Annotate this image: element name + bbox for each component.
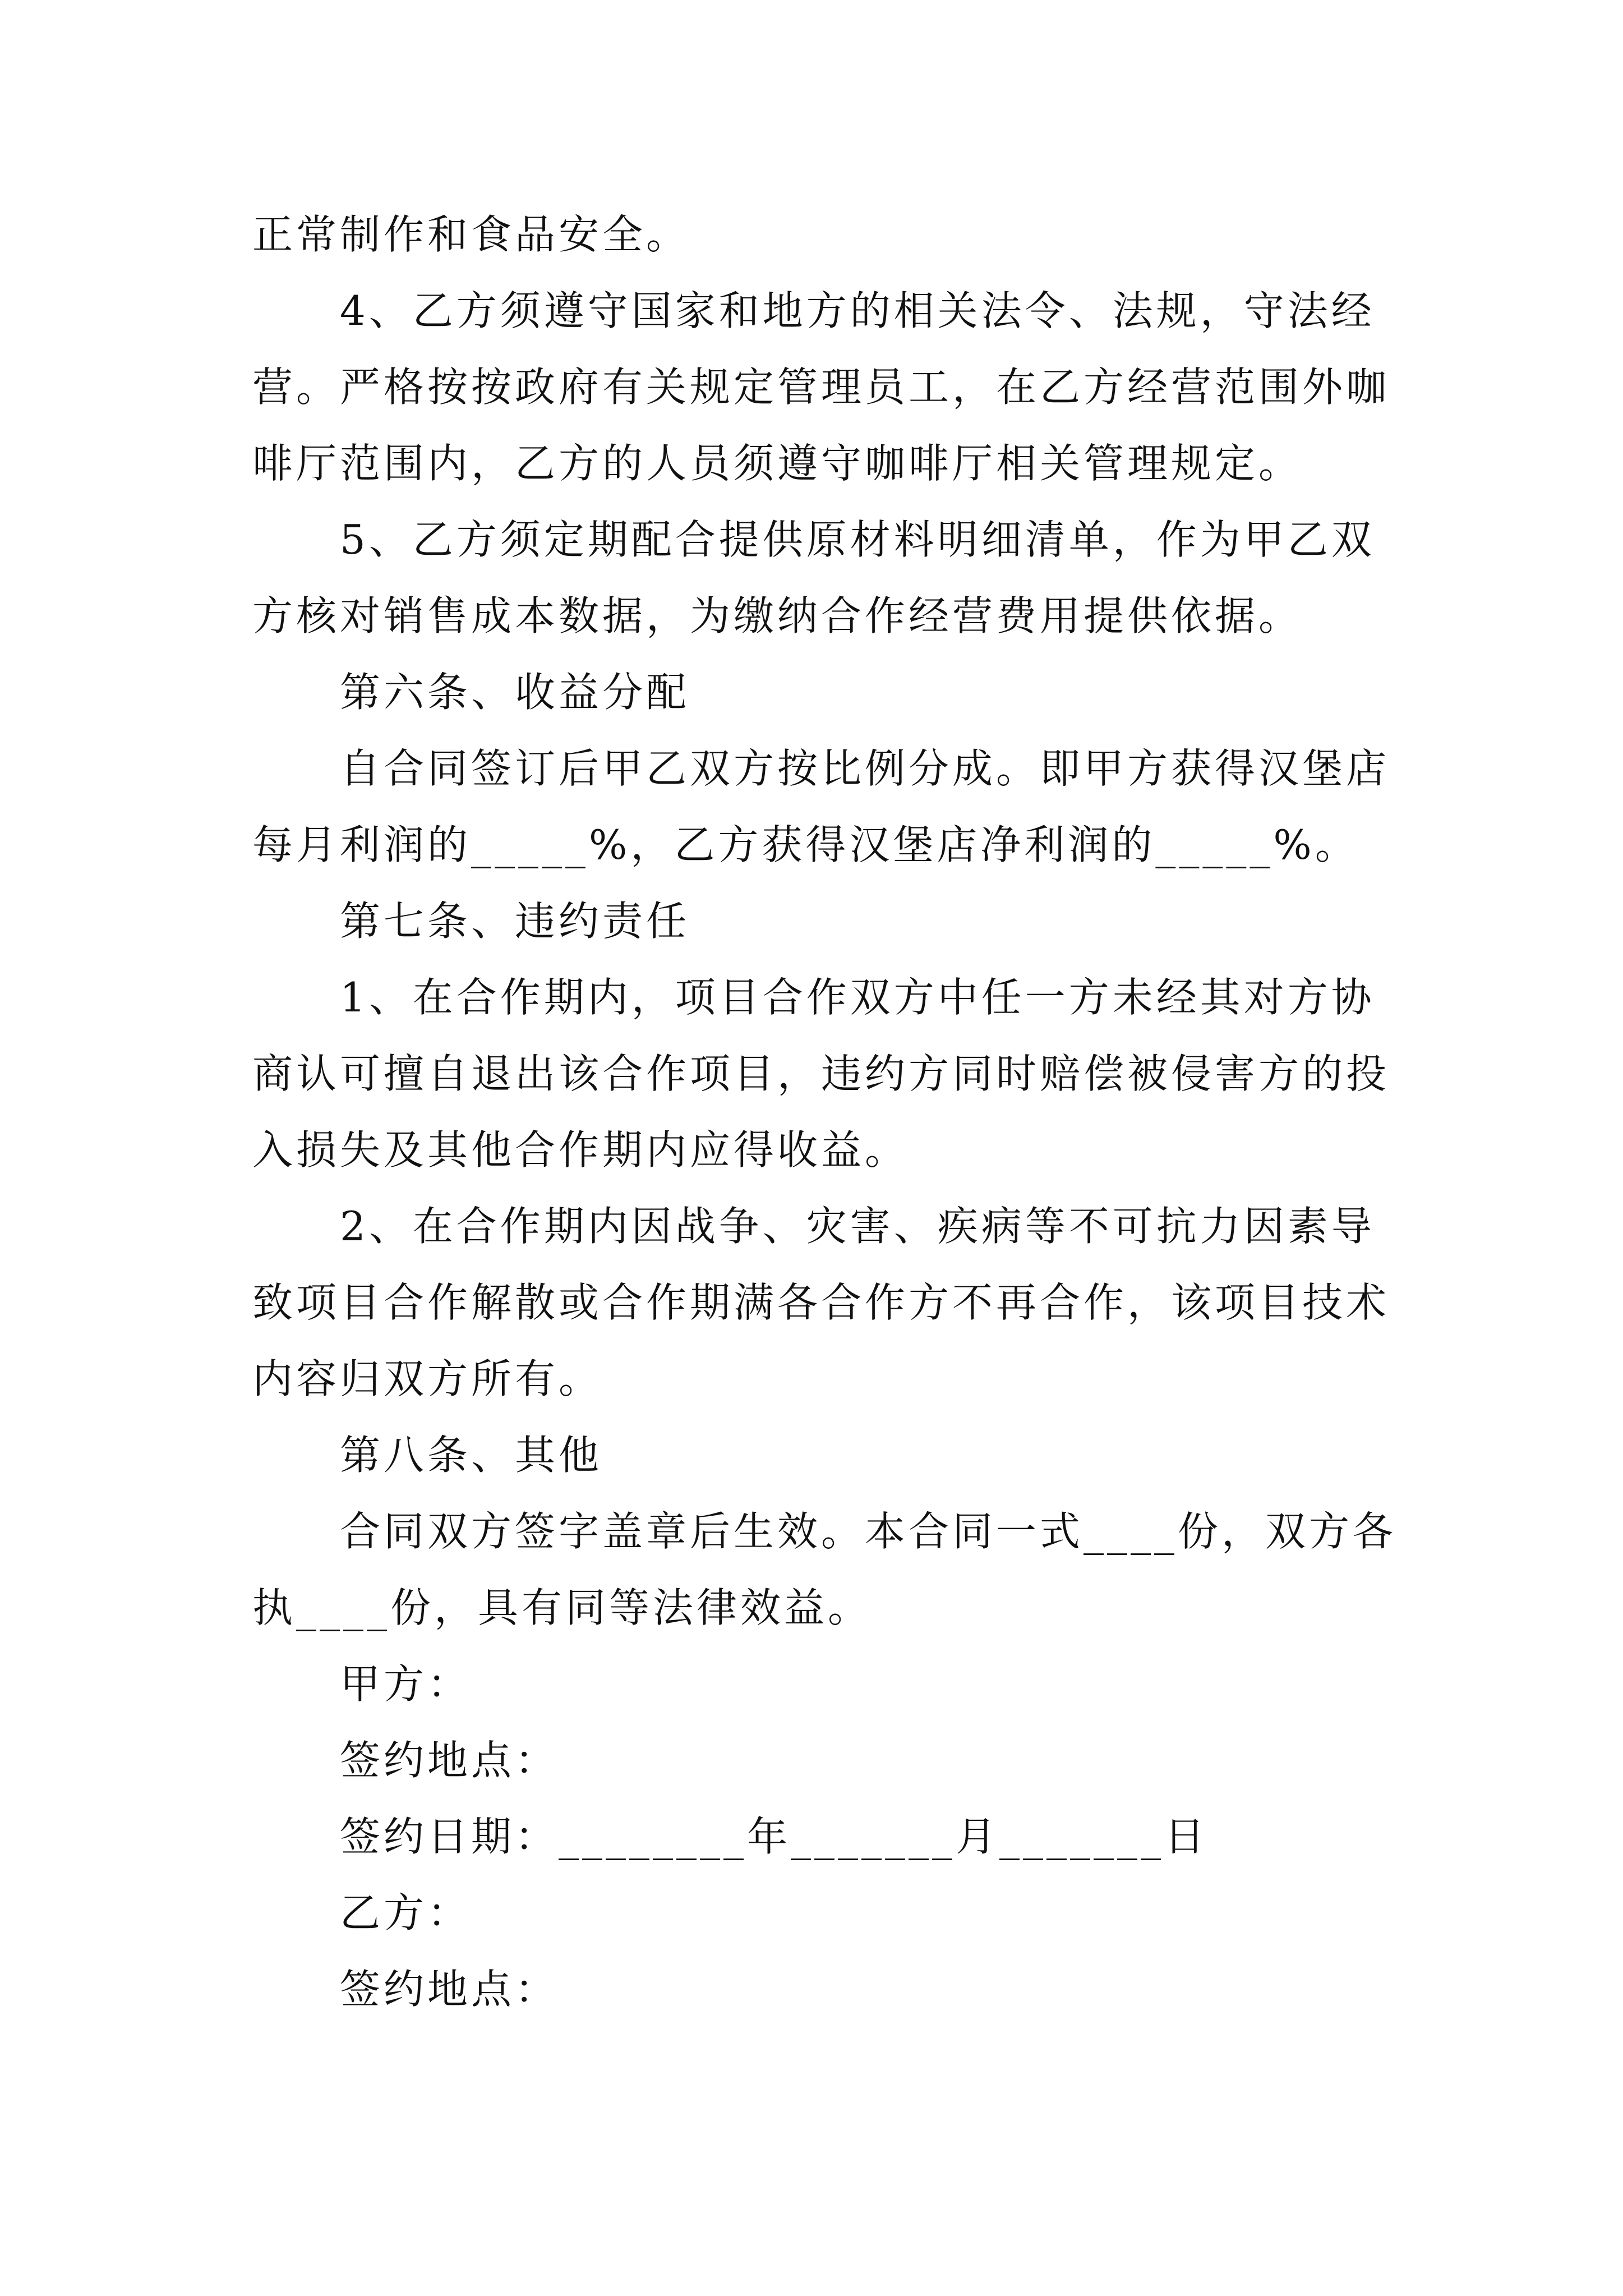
text-line: 2、在合作期内因战争、灾害、疾病等不可抗力因素导 xyxy=(340,1203,1375,1250)
text-line: 执____份，具有同等法律效益。 xyxy=(252,1584,872,1631)
text-line: 啡厅范围内，乙方的人员须遵守咖啡厅相关管理规定。 xyxy=(252,440,1303,487)
signing-location-label: 签约地点： xyxy=(340,1737,559,1784)
party-b-label: 乙方： xyxy=(340,1889,472,1936)
signing-location-label: 签约地点： xyxy=(340,1966,559,2013)
text-line: 正常制作和食品安全。 xyxy=(252,211,690,258)
text-line: 致项目合作解散或合作期满各合作方不再合作，该项目技术 xyxy=(252,1279,1390,1326)
text-line: 1、在合作期内，项目合作双方中任一方未经其对方协 xyxy=(340,974,1375,1021)
text-line: 内容归双方所有。 xyxy=(252,1355,603,1402)
text-line: 5、乙方须定期配合提供原材料明细清单，作为甲乙双 xyxy=(340,516,1375,563)
section-heading: 第八条、其他 xyxy=(340,1432,603,1479)
party-a-label: 甲方： xyxy=(340,1660,472,1708)
contract-text-block xyxy=(252,211,1397,2044)
text-line: 合同双方签字盖章后生效。本合同一式____份，双方各 xyxy=(340,1508,1397,1555)
section-heading: 第七条、违约责任 xyxy=(340,898,690,945)
text-line: 营。严格按按政府有关规定管理员工，在乙方经营范围外咖 xyxy=(252,364,1390,411)
text-line: 入损失及其他合作期内应得收益。 xyxy=(252,1126,909,1174)
text-line: 商认可擅自退出该合作项目，违约方同时赔偿被侵害方的投 xyxy=(252,1050,1390,1097)
text-line: 每月利润的_____%，乙方获得汉堡店净利润的_____%。 xyxy=(252,821,1359,868)
text-line: 4、乙方须遵守国家和地方的相关法令、法规，守法经 xyxy=(340,287,1375,334)
text-line: 自合同签订后甲乙双方按比例分成。即甲方获得汉堡店 xyxy=(340,745,1390,792)
signing-date-label: 签约日期：________年_______月_______日 xyxy=(340,1813,1209,1860)
section-heading: 第六条、收益分配 xyxy=(340,669,690,716)
text-line: 方核对销售成本数据，为缴纳合作经营费用提供依据。 xyxy=(252,592,1303,639)
